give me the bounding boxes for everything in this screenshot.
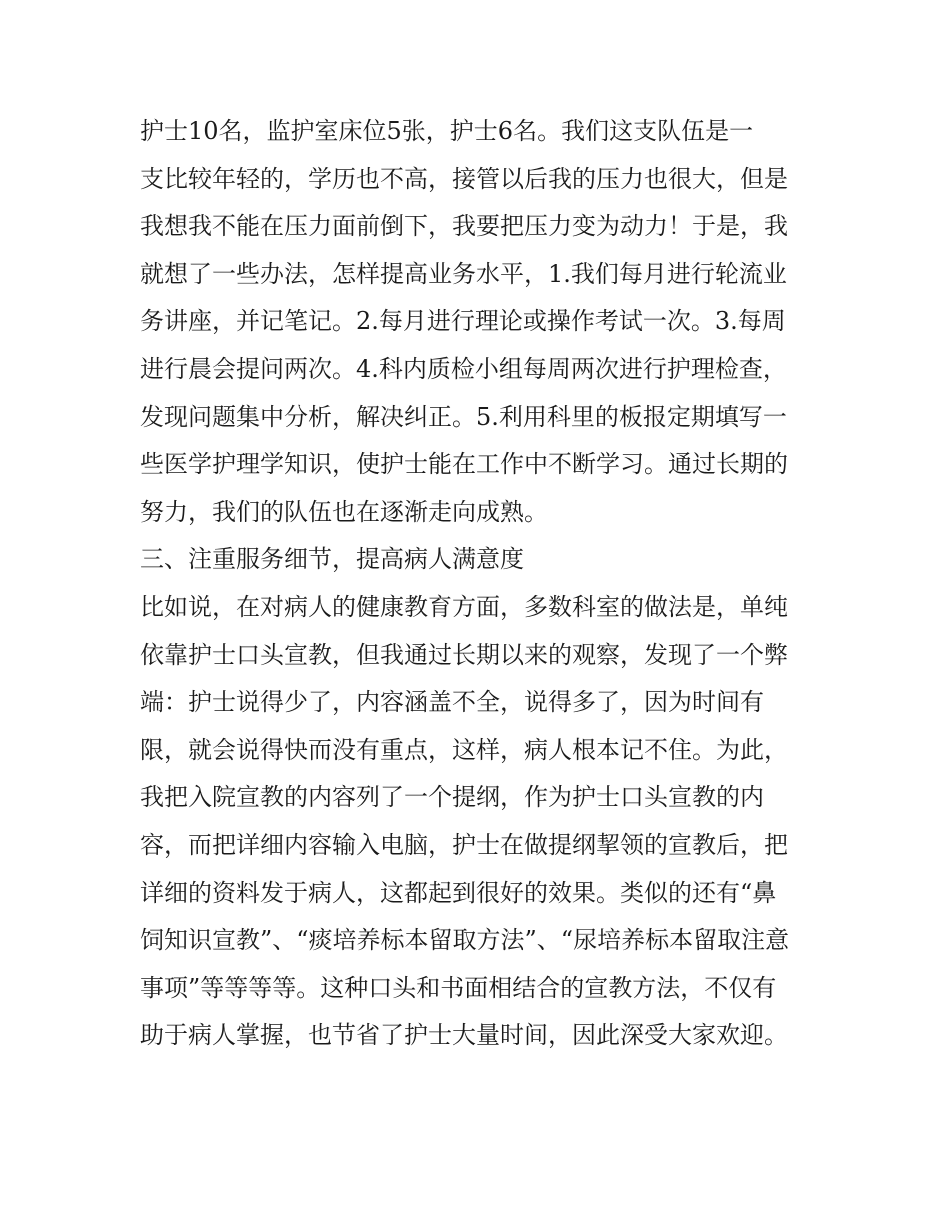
text-line: 努力，我们的队伍也在逐渐走向成熟。 bbox=[140, 497, 548, 526]
text-line: 护士10名，监护室床位5张，护士6名。我们这支队伍是一 bbox=[140, 117, 754, 145]
text-line: 我想我不能在压力面前倒下，我要把压力变为动力！于是，我 bbox=[140, 212, 788, 241]
text-line: 详细的资料发于病人，这都起到很好的效果。类似的还有“鼻 bbox=[140, 878, 777, 907]
text-line: 依靠护士口头宣教，但我通过长期以来的观察，发现了一个弊 bbox=[140, 640, 788, 669]
text-line: 限，就会说得快而没有重点，这样，病人根本记不住。为此， bbox=[140, 735, 788, 764]
text-line: 些医学护理学知识，使护士能在工作中不断学习。通过长期的 bbox=[140, 450, 788, 479]
text-line: 务讲座，并记笔记。2.每月进行理论或操作考试一次。3.每周 bbox=[140, 307, 786, 336]
text-line: 端：护士说得少了，内容涵盖不全，说得多了，因为时间有 bbox=[140, 688, 764, 717]
section-heading: 三、注重服务细节，提高病人满意度 bbox=[140, 545, 524, 574]
text-line: 支比较年轻的，学历也不高，接管以后我的压力也很大，但是 bbox=[140, 164, 788, 193]
text-line: 饲知识宣教”、“痰培养标本留取方法”、“尿培养标本留取注意 bbox=[140, 926, 790, 955]
text-line: 我把入院宣教的内容列了一个提纲，作为护士口头宣教的内 bbox=[140, 783, 764, 812]
text-line: 比如说，在对病人的健康教育方面，多数科室的做法是，单纯 bbox=[140, 592, 788, 621]
text-line: 发现问题集中分析，解决纠正。5.利用科里的板报定期填写一 bbox=[140, 402, 787, 431]
text-line: 容，而把详细内容输入电脑，护士在做提纲挈领的宣教后，把 bbox=[140, 830, 788, 859]
text-line: 事项”等等等等。这种口头和书面相结合的宣教方法，不仅有 bbox=[140, 973, 777, 1002]
text-line: 就想了一些办法，怎样提高业务水平，1.我们每月进行轮流业 bbox=[140, 259, 787, 288]
body-text bbox=[140, 108, 820, 1060]
text-line: 进行晨会提问两次。4.科内质检小组每周两次进行护理检查， bbox=[140, 354, 787, 383]
text-line: 助于病人掌握，也节省了护士大量时间，因此深受大家欢迎。 bbox=[140, 1021, 788, 1050]
